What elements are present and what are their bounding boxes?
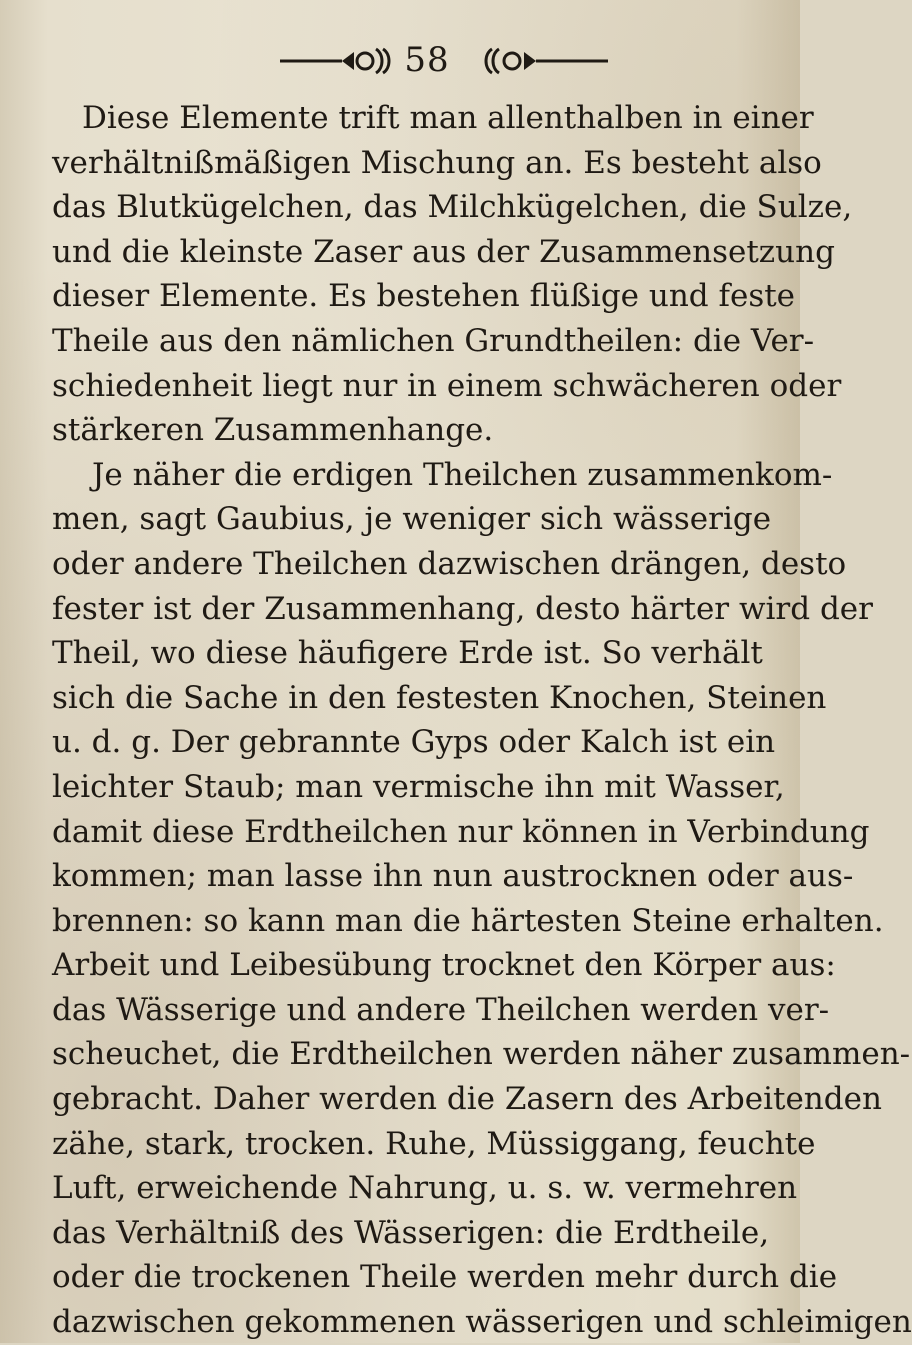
- text-line: Arbeit und Leibesübung trocknet den Körper aus:: [52, 947, 836, 984]
- text-line: kommen; man lasse ihn nun austrocknen oder aus-: [52, 858, 854, 895]
- text-line: men, sagt Gaubius, je weniger sich wässerige: [52, 501, 772, 538]
- text-line: und die kleinste Zaser aus der Zusammensetzung: [52, 233, 835, 270]
- text-line: leichter Staub; man vermische ihn mit Wasser,: [52, 768, 785, 805]
- text-line: dieser Elemente. Es bestehen flüßige und feste: [52, 278, 796, 315]
- text-line: brennen: so kann man die härtesten Steine erhalten.: [52, 902, 884, 939]
- text-line: das Wässerige und andere Theilchen werden ver-: [52, 991, 830, 1028]
- text-line: fester ist der Zusammenhang, desto härter wird der: [52, 590, 873, 627]
- text-line: stärkeren Zusammenhange.: [52, 412, 494, 449]
- text-line: sich die Sache in den festesten Knochen, Steinen: [52, 679, 827, 716]
- page-number: 58: [404, 40, 450, 80]
- text-line: Diese Elemente trift man allenthalben in einer: [82, 100, 814, 136]
- text-line: oder andere Theilchen dazwischen drängen, desto: [52, 545, 847, 582]
- text-line: das Verhältniß des Wässerigen: die Erdtheile,: [52, 1214, 770, 1251]
- text-line: dazwischen gekommenen wässerigen und schleimigen: [52, 1304, 912, 1341]
- text-line: schiedenheit liegt nur in einem schwächeren oder: [52, 367, 842, 404]
- text-line: damit diese Erdtheilchen nur können in Verbindung: [52, 813, 870, 850]
- text-line: Theile aus den nämlichen Grundtheilen: die Ver-: [52, 322, 815, 359]
- text-line: oder die trockenen Theile werden mehr durch die: [52, 1259, 838, 1296]
- page-header: [0, 28, 800, 78]
- text-line: Je näher die erdigen Theilchen zusammenkom-: [92, 456, 833, 493]
- text-line: scheuchet, die Erdtheilchen werden näher zusammen-: [52, 1036, 911, 1073]
- text-line: gebracht. Daher werden die Zasern des Arbeitenden: [52, 1081, 882, 1118]
- text-line: verhältnißmäßigen Mischung an. Es besteht also: [52, 144, 822, 181]
- text-line: Luft, erweichende Nahrung, u. s. w. vermehren: [52, 1170, 798, 1207]
- text-line: das Blutkügelchen, das Milchkügelchen, die Sulze,: [52, 189, 853, 226]
- text-line: zähe, stark, trocken. Ruhe, Müssiggang, feuchte: [52, 1125, 816, 1162]
- text-line: u. d. g. Der gebrannte Gyps oder Kalch ist ein: [52, 724, 776, 761]
- right-bracket-ornament: [480, 44, 620, 74]
- text-line: Theil, wo diese häufigere Erde ist. So verhält: [52, 635, 763, 672]
- body-text: [52, 96, 912, 1345]
